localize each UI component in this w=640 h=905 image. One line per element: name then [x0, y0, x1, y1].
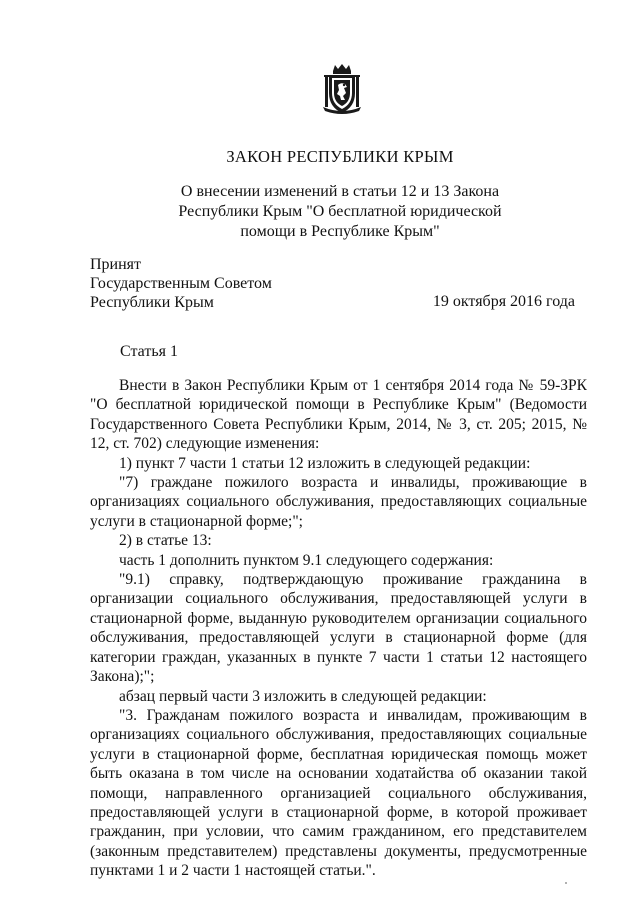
paragraph: "3. Гражданам пожилого возраста и инвалидам, проживающим в организациях социального обслуживания, предоставляющих социальные услуги в стационарной форме, бесплатная юридическая помощь может быть оказана в том числе на основании ходатайства об оказании такой помощи, направленного организацией социального обслуживания, предоставляющей услуги в стационарной форме, в которой проживает гражданин, при условии, что самим гражданином, его представителем (законным представителем) представлены документы, предусмотренные пунктами 1 и 2 части 1 настоящей статьи.".: [90, 706, 587, 880]
adoption-block: [90, 255, 272, 312]
paragraph: "9.1) справку, подтверждающую проживание гражданина в организации социального обслуживания, предоставляющей услуги в стационарной форме, выданную руководителем организации социального обслуживания, предоставляющей услуги в стационарной форме (для категории граждан, указанных в пункте 7 части 1 статьи 12 настоящего Закона);";: [90, 571, 587, 686]
article-heading: Статья 1: [120, 343, 178, 360]
adoption-line: Принят: [90, 256, 142, 273]
paragraph: Внести в Закон Республики Крым от 1 сентября 2014 года № 59-ЗРК "О бесплатной юридической помощи в Республике Крым" (Ведомости Государственного Совета Республики Крым, 2014, № 3, ст. 205; 2015, № 12, ст. 702) следующие изменения:: [90, 377, 587, 453]
paragraph: часть 1 дополнить пунктом 9.1 следующего содержания:: [119, 551, 494, 569]
paragraph: "7) граждане пожилого возраста и инвалиды, проживающие в организациях социального обслуживания, предоставляющих социальные услуги в стационарной форме;";: [90, 474, 587, 530]
adoption-line: Государственным Советом: [90, 275, 272, 292]
paragraph: 1) пункт 7 части 1 статьи 12 изложить в следующей редакции:: [119, 454, 531, 472]
crimea-coat-of-arms-icon: [321, 63, 363, 115]
law-title: ЗАКОН РЕСПУБЛИКИ КРЫМ: [226, 147, 454, 166]
adoption-line: Республики Крым: [90, 294, 214, 311]
paragraph: абзац первый части 3 изложить в следующей редакции:: [119, 687, 487, 705]
subtitle-line: Республики Крым "О бесплатной юридической: [178, 203, 502, 220]
adoption-date: 19 октября 2016 года: [432, 293, 575, 310]
subtitle-line: О внесении изменений в статьи 12 и 13 Закона: [180, 183, 500, 200]
article-body: [90, 376, 587, 881]
subtitle-line: помощи в Республике Крым": [240, 223, 440, 240]
scan-speck: [565, 882, 567, 884]
paragraph: 2) в статье 13:: [119, 532, 212, 550]
law-subtitle: [0, 182, 640, 242]
